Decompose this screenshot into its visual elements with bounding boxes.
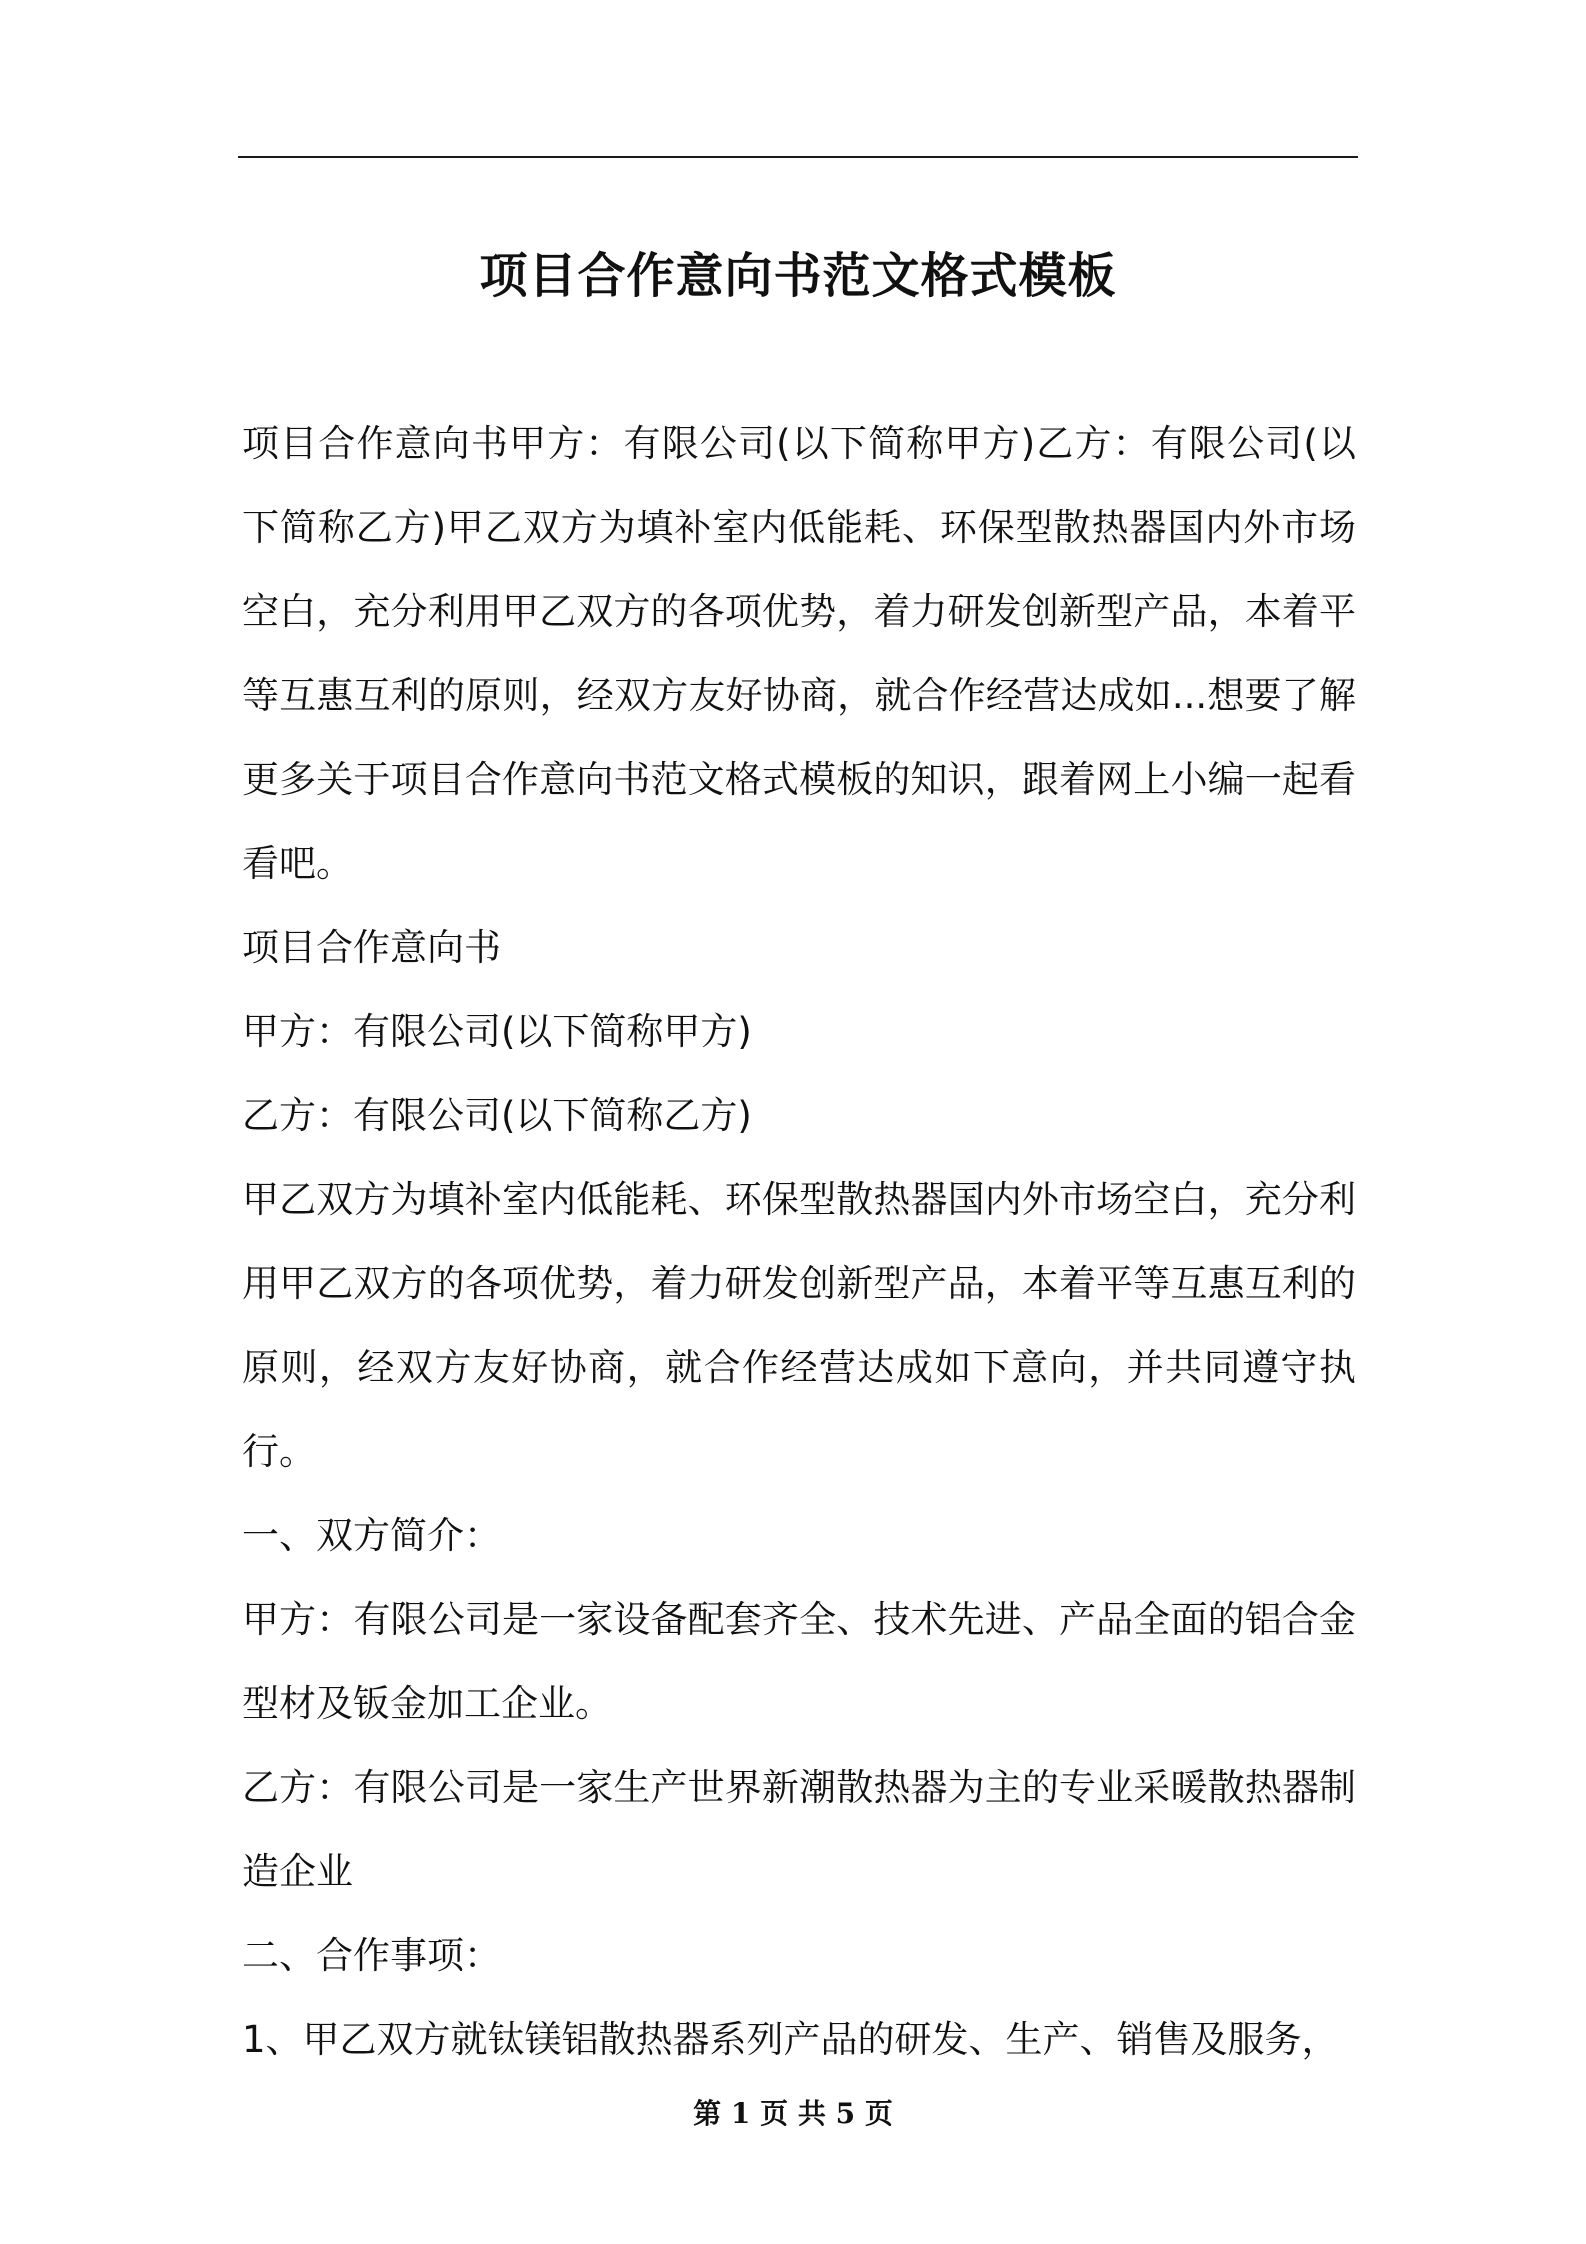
document-title: 项目合作意向书范文格式模板: [479, 248, 1117, 305]
section-one-heading: 一、双方简介：: [242, 1514, 501, 1557]
party-a-line: 甲方：有限公司(以下简称甲方): [242, 1010, 752, 1053]
purpose-paragraph: 甲乙双方为填补室内低能耗、环保型散热器国内外市场空白，充分利用甲乙双方的各项优势，着力研发创新型产品，本着平等互惠互利的原则，经双方友好协商，就合作经营达成如下意向，并共同遵守执行。: [242, 1178, 1356, 1473]
page-footer: 第 1 页 共 5 页: [693, 2097, 893, 2130]
party-b-line: 乙方：有限公司(以下简称乙方): [242, 1094, 752, 1137]
party-a-intro: 甲方：有限公司是一家设备配套齐全、技术先进、产品全面的铝合金型材及钣金加工企业。: [242, 1598, 1356, 1725]
section-heading: 项目合作意向书: [242, 926, 501, 969]
intro-paragraph: 项目合作意向书甲方：有限公司(以下简称甲方)乙方：有限公司(以下简称乙方)甲乙双方为填补室内低能耗、环保型散热器国内外市场空白，充分利用甲乙双方的各项优势，着力研发创新型产品，本着平等互惠互利的原则，经双方友好协商，就合作经营达成如...想要了解更多关于项目合作意向书范文格式模板的知识，跟着网上小编一起看看吧。: [242, 422, 1356, 885]
header-rule: [238, 156, 1358, 158]
party-b-intro: 乙方：有限公司是一家生产世界新潮散热器为主的专业采暖散热器制造企业: [242, 1766, 1356, 1893]
cooperation-item-1: 1、甲乙双方就钛镁铝散热器系列产品的研发、生产、销售及服务，: [242, 2018, 1339, 2061]
section-two-heading: 二、合作事项：: [242, 1934, 501, 1977]
document-body: [242, 402, 1356, 2082]
